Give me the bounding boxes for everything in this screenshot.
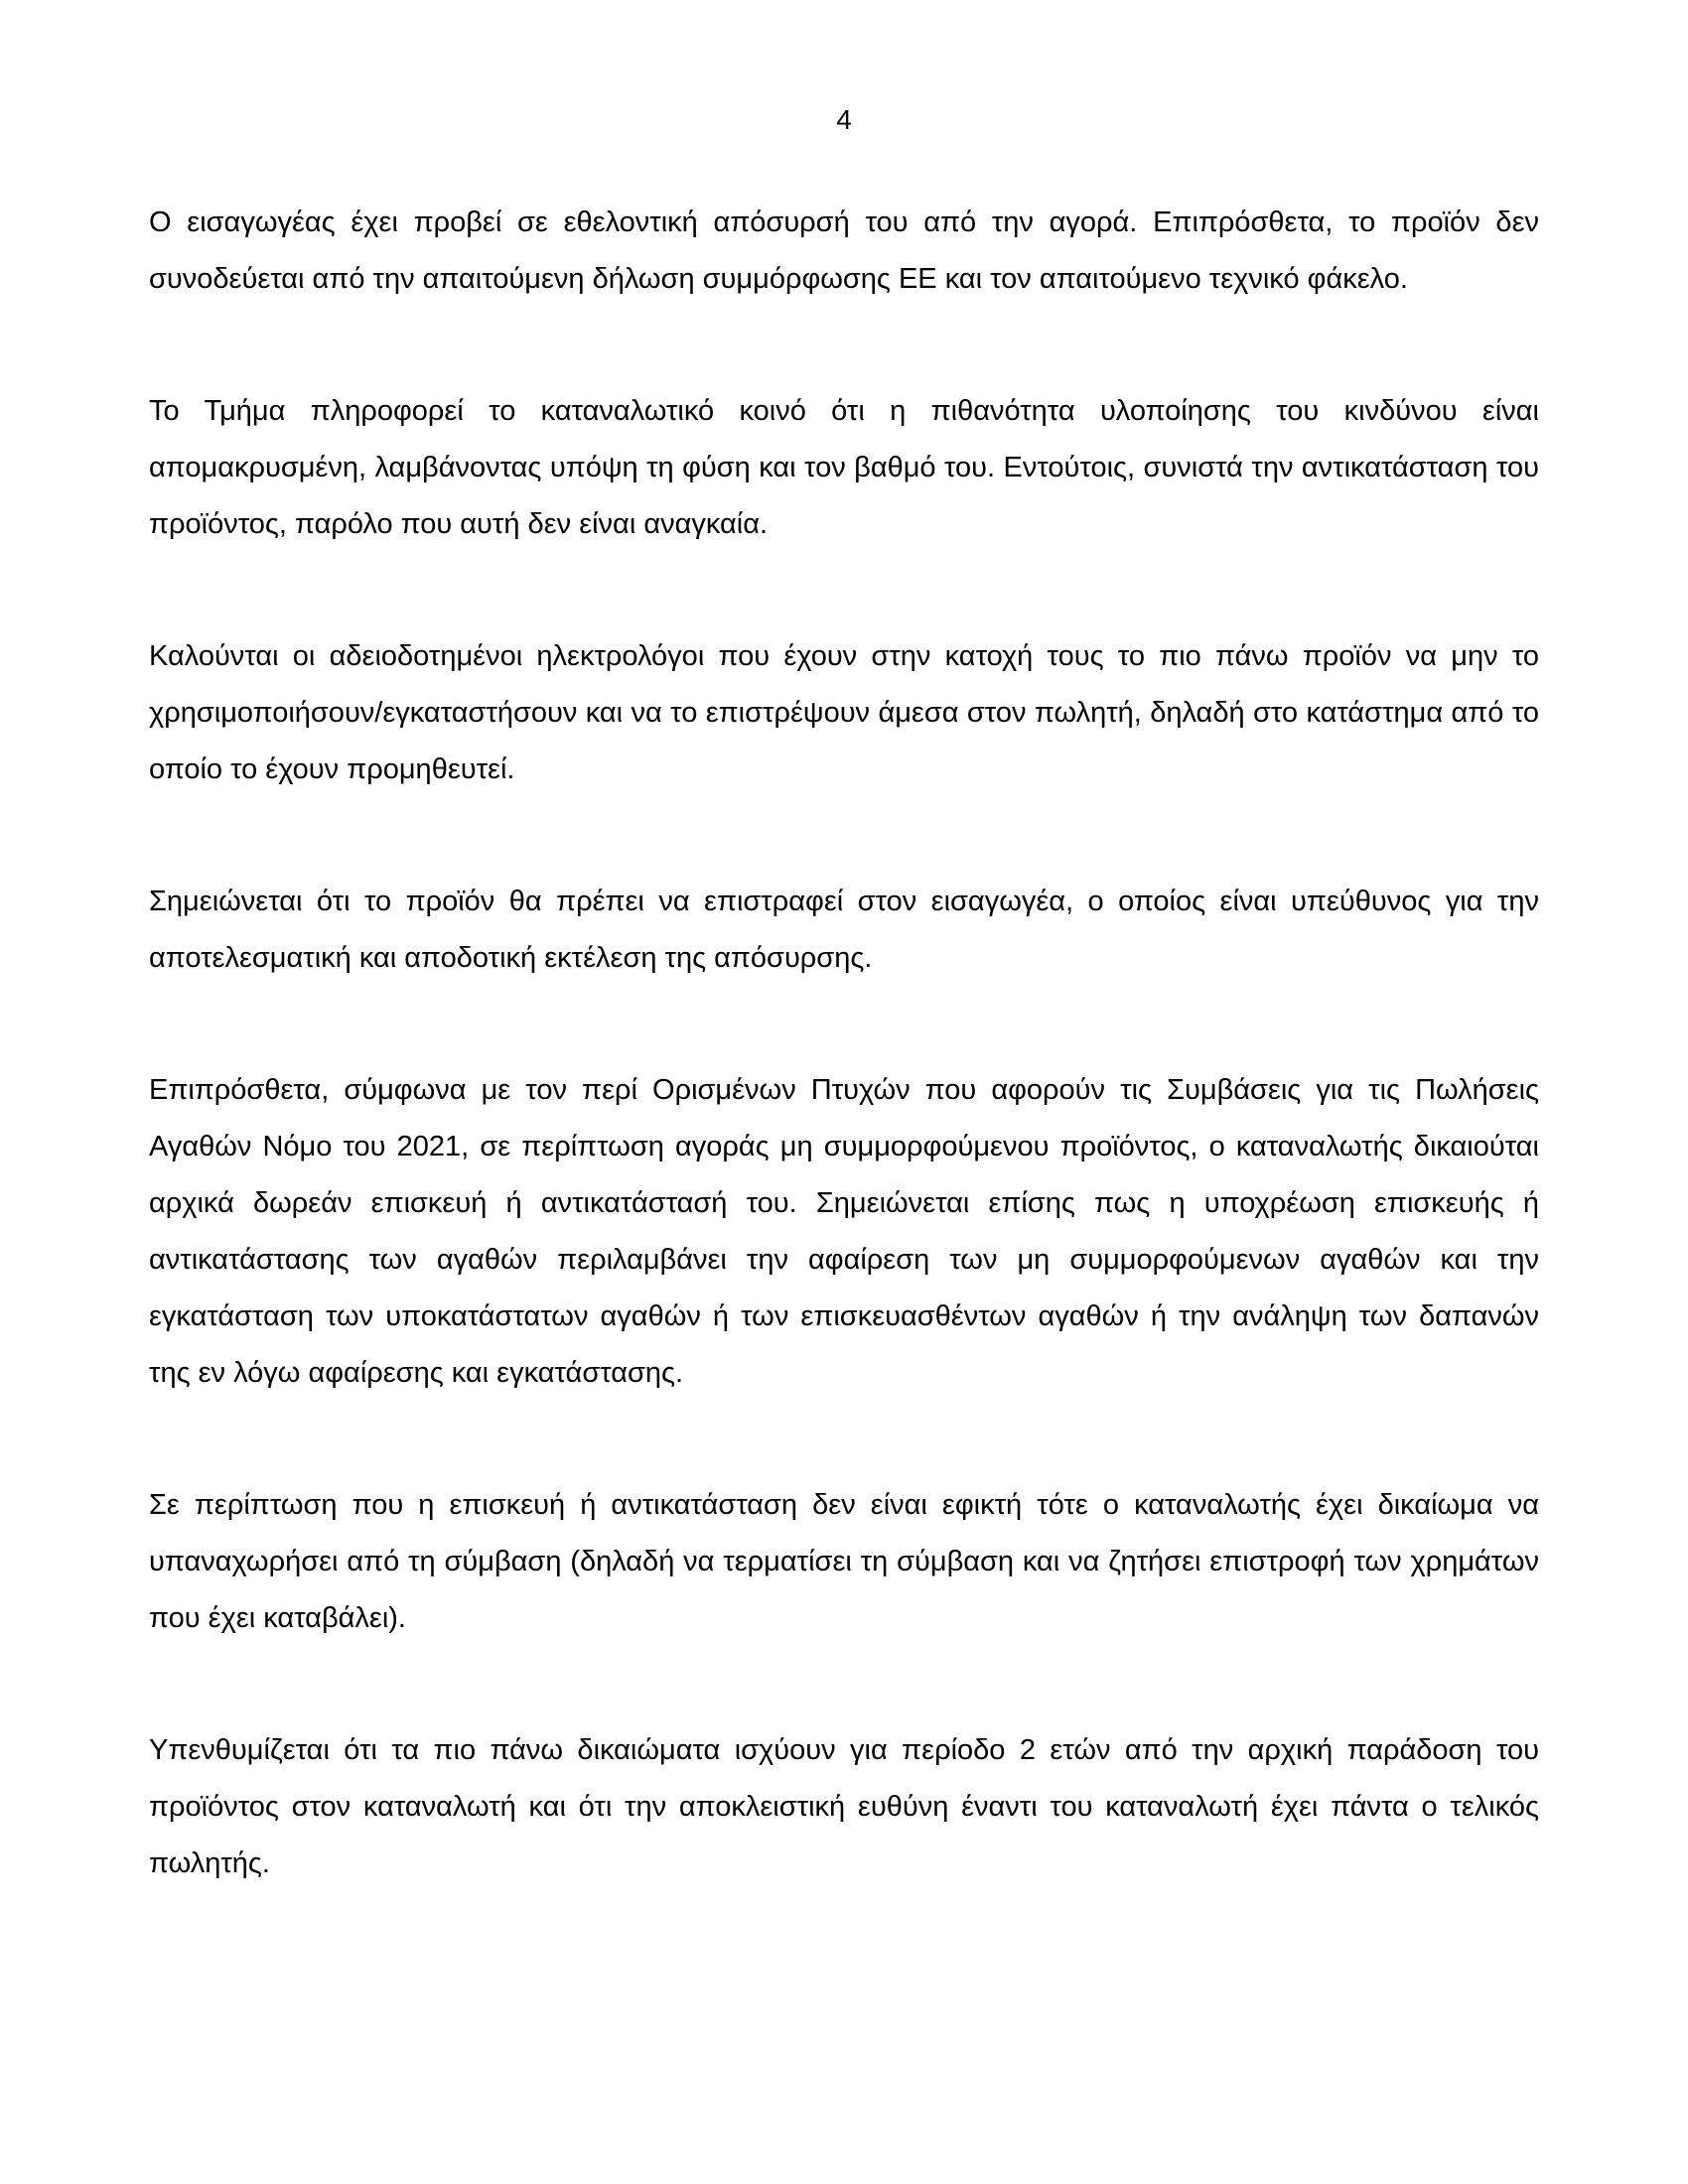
paragraph-risk-assessment: Το Τμήμα πληροφορεί το καταναλωτικό κοινό ότι η πιθανότητα υλοποίησης του κινδύνου είναι απομακρυσμένη, λαμβάνοντας υπόψη τη φύση και τον βαθμό του. Εντούτοις, συνιστά την αντικατάσταση του προϊόντος, παρόλο που αυτή δεν είναι αναγκαία. xyxy=(149,395,1539,540)
paragraph-contract-withdrawal: Σε περίπτωση που η επισκευή ή αντικατάσταση δεν είναι εφικτή τότε ο καταναλωτής έχει δικαίωμα να υπαναχωρήσει από τη σύμβαση (δηλαδή να τερματίσει τη σύμβαση και να ζητήσει επιστροφή των χρημάτων που έχει καταβάλει). xyxy=(149,1489,1539,1634)
paragraph-electricians-instruction: Καλούνται οι αδειοδοτημένοι ηλεκτρολόγοι που έχουν στην κατοχή τους το πιο πάνω προϊόν να μην το χρησιμοποιήσουν/εγκαταστήσουν και να το επιστρέψουν άμεσα στον πωλητή, δηλαδή στο κατάστημα από το οποίο το έχουν προμηθευτεί. xyxy=(149,640,1539,785)
document-body xyxy=(149,195,1539,1892)
paragraph-importer-responsibility: Σημειώνεται ότι το προϊόν θα πρέπει να επιστραφεί στον εισαγωγέα, ο οποίος είναι υπεύθυνος για την αποτελεσματική και αποδοτική εκτέλεση της απόσυρσης. xyxy=(149,886,1539,974)
paragraph-rights-duration: Υπενθυμίζεται ότι τα πιο πάνω δικαιώματα ισχύουν για περίοδο 2 ετών από την αρχική παράδοση του προϊόντος στον καταναλωτή και ότι την αποκλειστική ευθύνη έναντι του καταναλωτή έχει πάντα ο τελικός πωλητής. xyxy=(149,1734,1539,1879)
page-number: 4 xyxy=(836,104,852,135)
paragraph-consumer-rights-law: Επιπρόσθετα, σύμφωνα με τον περί Ορισμένων Πτυχών που αφορούν τις Συμβάσεις για τις Πωλήσεις Αγαθών Νόμο του 2021, σε περίπτωση αγοράς μη συμμορφούμενου προϊόντος, ο καταναλωτής δικαιούται αρχικά δωρεάν επισκευή ή αντικατάστασή του. Σημειώνεται επίσης πως η υποχρέωση επισκευής ή αντικατάστασης των αγαθών περιλαμβάνει την αφαίρεση των μη συμμορφούμενων αγαθών και την εγκατάσταση των υποκατάστατων αγαθών ή των επισκευασθέντων αγαθών ή την ανάληψη των δαπανών της εν λόγω αφαίρεσης και εγκατάστασης. xyxy=(149,1074,1539,1389)
paragraph-withdrawal-notice: Ο εισαγωγέας έχει προβεί σε εθελοντική απόσυρσή του από την αγορά. Επιπρόσθετα, το προϊόν δεν συνοδεύεται από την απαιτούμενη δήλωση συμμόρφωσης ΕΕ και τον απαιτούμενο τεχνικό φάκελο. xyxy=(149,206,1539,295)
